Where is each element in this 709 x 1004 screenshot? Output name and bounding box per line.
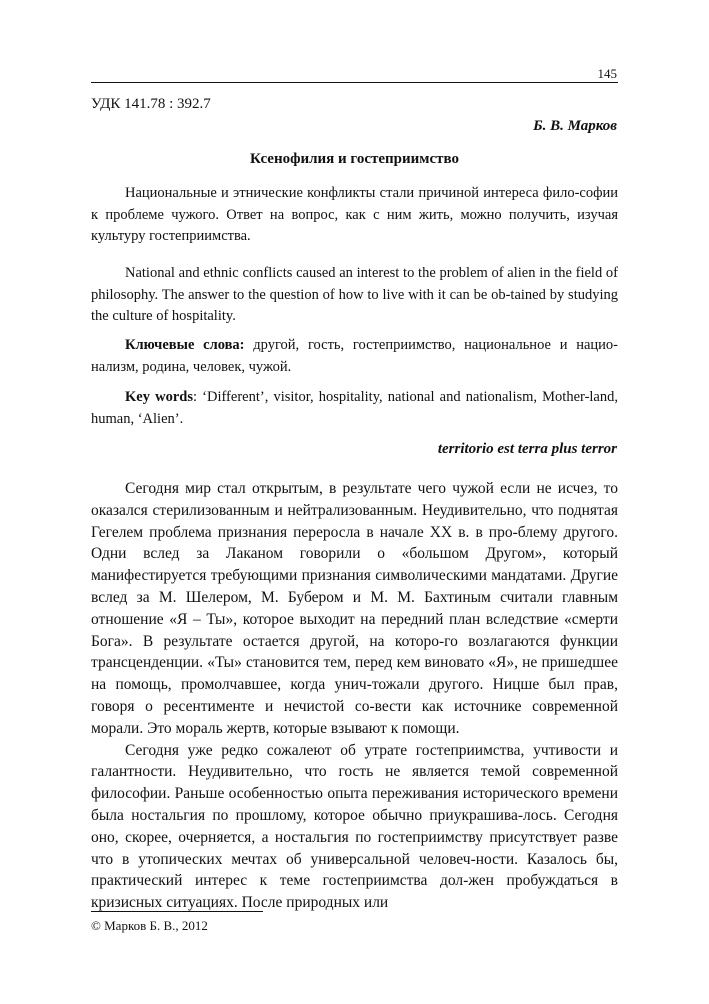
keywords-en-text: : ‘Different’, visitor, hospitality, national and nationalism, Mother-land, human, ‘Alien’. [91,389,618,427]
body-text [91,478,618,914]
paragraph-2: Сегодня уже редко сожалеют об утрате гостеприимства, учтивости и галантности. Неудивительно, что гость не является темой современной философии. Раньше особенностью опыта переживания исторического времени была ностальгия по прошлому, которое обычно приукрашива-лось. Сегодня оно, скорее, очерняется, а ностальгия по гостеприимству присутствует разве что в утопических мечтах об универсальной человеч-ности. Казалось бы, практический интерес к теме гостеприимства дол-жен пробуждаться в кризисных ситуациях. После природных или [91,741,618,912]
abstract-en-text: National and ethnic conflicts caused an interest to the problem of alien in the field of philosophy. The answer to the question of how to live with it can be ob-tained by studying the culture of hospitality. [91,265,618,325]
author-name: Б. В. Марков [533,118,617,134]
abstract-ru [91,183,618,248]
header-rule [91,82,618,83]
article-title: Ксенофилия и гостеприимство [249,151,460,167]
paragraph-1: Сегодня мир стал открытым, в результате чего чужой если не исчез, то оказался стерилизованным и нейтрализованным. Неудивительно, что поднятая Гегелем проблема признания переросла в начале XX в. в про-блему другого. Одни вслед за Лаканом говорили о «большом Другом», который манифестируется требующими признания символическими мандатами. Другие вслед за М. Шелером, М. Бубером и М. М. Бахтиным считали главным отношение «Я – Ты», которое выходит на передний план вследствие «смерти Бога». В результате остается другой, на которо-го возлагаются функции трансценденции. «Ты» становится тем, перед кем виновато «Я», не пришедшее на помощь, промолчавшее, когда унич-тожали другого. Ницше был прав, говоря о ресентименте и нечистой со-вести как источнике современной морали. Это мораль жертв, которые взывают к помощи. [91,480,618,737]
abstract-en [91,263,618,328]
keywords-ru-label: Ключевые слова: [125,337,245,353]
page-number: 145 [597,66,617,81]
keywords-ru-text: другой, гость, гостеприимство, национальное и нацио-нализм, родина, человек, чужой. [91,337,619,375]
footnote-copyright: © Марков Б. В., 2012 [91,918,208,933]
keywords-en [91,387,618,430]
abstract-ru-text: Национальные и этнические конфликты стали причиной интереса фило-софии к проблеме чужого. Ответ на вопрос, как с ним жить, можно получить, изучая культуру гостеприимства. [91,185,618,245]
udk-code: УДК 141.78 : 392.7 [91,96,211,112]
keywords-ru [91,335,618,378]
epigraph: territorio est terra plus terror [437,441,617,457]
footnote-rule [91,911,263,912]
keywords-en-label: Key words [125,389,193,405]
